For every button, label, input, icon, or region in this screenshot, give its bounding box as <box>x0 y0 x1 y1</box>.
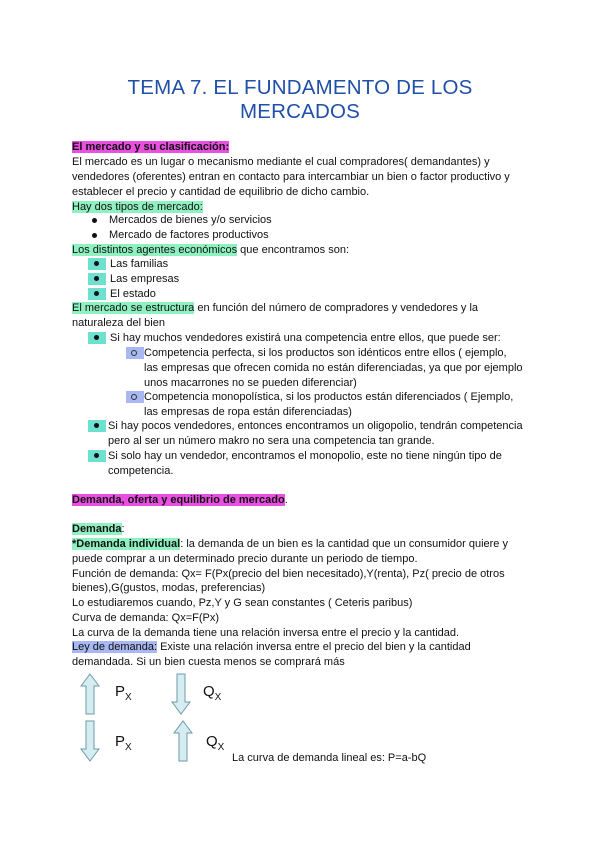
bullet-icon <box>92 233 97 238</box>
bullet-icon <box>92 218 97 223</box>
list-item: Las familias <box>88 257 168 271</box>
list-item <box>88 449 106 463</box>
paragraph-line: bienes),G(gustos, modas, preferencias) <box>72 582 266 594</box>
section-heading-mercado: El mercado y su clasificación: <box>72 141 230 153</box>
paragraph-line: demandada. Si un bien cuesta menos se comprará más <box>72 656 345 668</box>
paragraph-line: vendedores (oferentes) entran en contacto para intercambiar un bien o factor productivo y <box>72 171 510 183</box>
item-text: Si solo hay un vendedor, encontramos el monopolio, este no tiene ningún tipo de <box>108 450 502 462</box>
sub-item-text: Competencia monopolística, si los productos están diferenciados ( Ejemplo, <box>144 391 514 403</box>
circle-bullet-icon <box>131 394 137 400</box>
paragraph-line: Curva de demanda: Qx=F(Px) <box>72 612 220 624</box>
list-item: Mercados de bienes y/o servicios <box>92 213 272 227</box>
item-text: competencia. <box>108 465 174 477</box>
ley-demanda-line: Ley de demanda: Existe una relación inversa entre el precio del bien y la cantidad <box>72 641 471 653</box>
bullet-icon <box>94 261 99 266</box>
paragraph-line: La curva de la demanda tiene una relación inversa entre el precio y la cantidad. <box>72 627 460 639</box>
arrow-up-icon <box>173 720 193 762</box>
paragraph-line: naturaleza del bien <box>72 317 165 329</box>
sub-item-text: las empresas que ofrecen comida no están diferenciadas, ya que por ejemplo <box>144 362 523 374</box>
list-item: Mercado de factores productivos <box>92 228 269 242</box>
bullet-icon <box>94 423 99 428</box>
sub-item-text: unos macarrones no se pueden diferenciar) <box>144 377 357 389</box>
quantity-symbol: $Q_X$ <box>203 683 222 703</box>
bullet-icon <box>94 276 99 281</box>
section-heading-demanda-oferta: Demanda, oferta y equilibrio de mercado. <box>72 494 288 506</box>
sub-item-text: Competencia perfecta, si los productos son idénticos entre ellos ( ejemplo, <box>144 347 507 359</box>
estructura-line: El mercado se estructura en función del número de compradores y vendedores y la <box>72 302 479 314</box>
paragraph-line: Función de demanda: Qx= F(Px(precio del bien necesitado),Y(renta), Pz( precio de otros <box>72 568 505 580</box>
demanda-heading: Demanda: <box>72 523 125 535</box>
list-item: El estado <box>88 287 156 301</box>
item-text: pero al ser un número makro no sera una competencia tan grande. <box>108 435 435 447</box>
bullet-icon <box>94 453 99 458</box>
page-title-line-2: MERCADOS <box>239 100 361 123</box>
paragraph-line: puede comprar a un determinado precio durante un periodo de tiempo. <box>72 553 418 565</box>
arrow-up-icon <box>80 673 100 715</box>
sub-item-text: las empresas de ropa están diferenciadas) <box>144 406 352 418</box>
list-item: Las empresas <box>88 272 179 286</box>
paragraph-line: establecer el precio y cantidad de equilibrio de dicho cambio. <box>72 186 370 198</box>
bullet-icon <box>94 335 99 340</box>
bullet-icon <box>94 291 99 296</box>
sub-list-item <box>126 390 144 404</box>
page-title-line-1: TEMA 7. EL FUNDAMENTO DE LOS <box>127 76 473 99</box>
item-text: Si hay pocos vendedores, entonces encontramos un oligopolio, tendrán competencia <box>108 420 523 432</box>
circle-bullet-icon <box>131 350 137 356</box>
agentes-line: Los distintos agentes económicos que encontramos son: <box>72 244 350 256</box>
quantity-symbol: $Q_X$ <box>206 733 225 753</box>
arrow-down-icon <box>171 673 191 715</box>
sub-list-item <box>126 346 144 360</box>
tipos-heading: Hay dos tipos de mercado: <box>72 201 203 213</box>
demanda-individual-line: *Demanda individual: la demanda de un bien es la cantidad que un consumidor quiere y <box>72 538 508 550</box>
paragraph-line: El mercado es un lugar o mecanismo mediante el cual compradores( demandantes) y <box>72 156 490 168</box>
paragraph-line: Lo estudiaremos cuando, Pz,Y y G sean constantes ( Ceteris paribus) <box>72 597 413 609</box>
linear-demand-formula: La curva de demanda lineal es: P=a-bQ <box>232 752 427 764</box>
price-symbol: $P_X$ <box>115 733 132 753</box>
list-item: Si hay muchos vendedores existirá una competencia entre ellos, que puede ser: <box>88 331 501 345</box>
list-item <box>88 419 106 433</box>
arrow-down-icon <box>80 720 100 762</box>
price-symbol: $P_X$ <box>115 683 132 703</box>
